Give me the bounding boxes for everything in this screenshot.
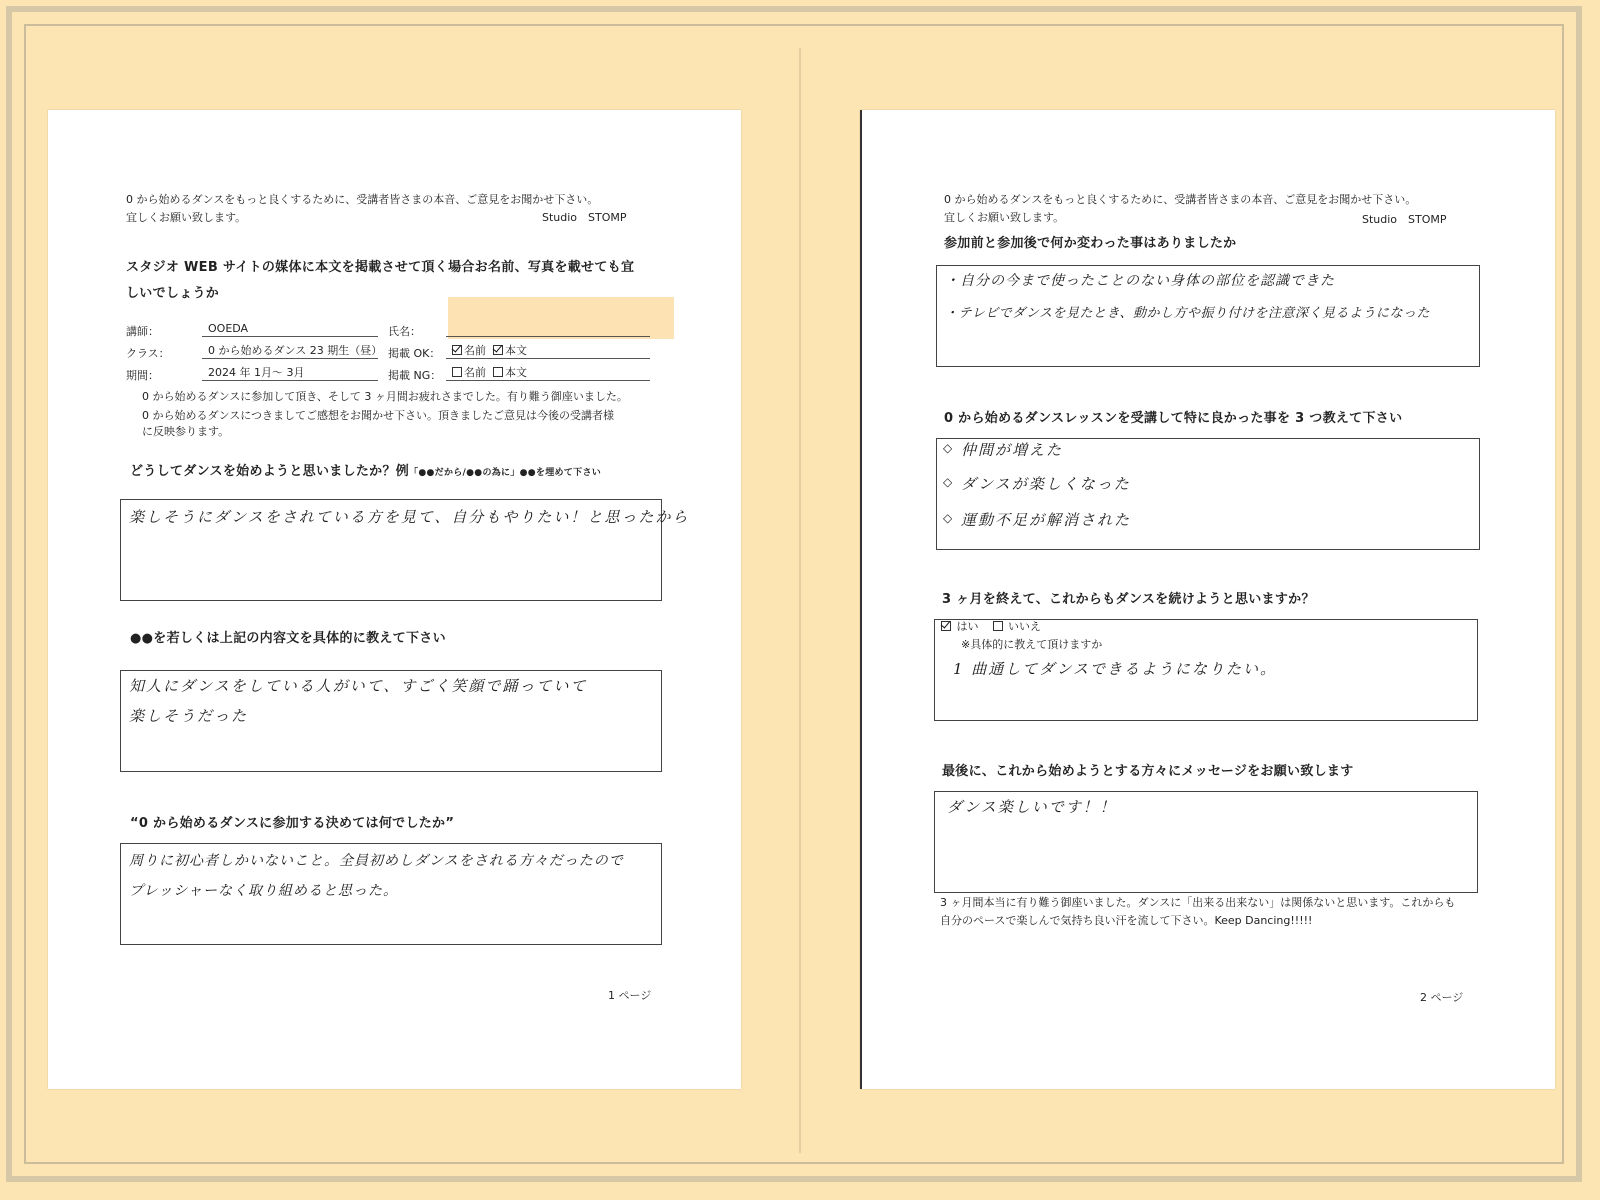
intro-line-2: 宜しくお願い致します。 bbox=[126, 211, 247, 224]
ok-body-label: 本文 bbox=[505, 344, 527, 357]
thanks-line-1: 0 から始めるダンスに参加して頂き、そして 3 ヶ月間お疲れさまでした。有り難う御座いました。 bbox=[142, 390, 628, 403]
page-number-2: 2 ページ bbox=[1420, 991, 1464, 1004]
q7-title: 最後に、これから始めようとする方々にメッセージをお願い致します bbox=[942, 764, 1354, 779]
q7-answer: ダンス楽しいです！！ bbox=[947, 798, 1117, 816]
q6-answer-box[interactable] bbox=[934, 619, 1478, 721]
q3-answer-box[interactable] bbox=[120, 843, 662, 945]
ng-options bbox=[446, 365, 650, 381]
diamond-icon: ◇ bbox=[943, 475, 953, 489]
q4-answer-box[interactable] bbox=[936, 265, 1480, 367]
name-label: 氏名： bbox=[388, 325, 421, 338]
ng-name-label: 名前 bbox=[464, 366, 486, 379]
diamond-icon: ◇ bbox=[943, 511, 953, 525]
q1-example: 「●●だから/●●の為に」●●を埋めて下さい bbox=[409, 468, 602, 478]
q6-title: 3 ヶ月を終えて、これからもダンスを続けようと思いますか？ bbox=[942, 592, 1315, 607]
survey-page-2 bbox=[860, 110, 1555, 1089]
ok-label: 掲載 OK： bbox=[388, 347, 441, 360]
consent-heading-line-1: スタジオ WEB サイトの媒体に本文を掲載させて頂く場合お名前、写真を載せても宜 bbox=[126, 260, 635, 275]
page-spine bbox=[799, 48, 801, 1153]
q6-options bbox=[941, 618, 1041, 635]
thanks-line-2: 0 から始めるダンスにつきましてご感想をお聞かせ下さい。頂きましたご意見は今後の受講者様 bbox=[142, 409, 615, 422]
ng-body-checkbox[interactable] bbox=[493, 367, 503, 377]
diamond-icon: ◇ bbox=[943, 441, 953, 455]
q2-answer-line-1: 知人にダンスをしている人がいて、すごく笑顔で踊っていて bbox=[129, 677, 588, 695]
q3-title: “0 から始めるダンスに参加する決めては何でしたか” bbox=[130, 816, 455, 831]
intro-line-1: 0 から始めるダンスをもっと良くするために、受講者皆さまの本音、ご意見をお聞かせ下さい。 bbox=[126, 193, 599, 206]
ok-name-checkbox[interactable] bbox=[452, 345, 462, 355]
period-label: 期間： bbox=[126, 369, 159, 382]
thanks-line-3: に反映参ります。 bbox=[142, 425, 230, 438]
q6-note: ※具体的に教えて頂けますか bbox=[961, 638, 1103, 651]
q7-answer-box[interactable] bbox=[934, 791, 1478, 893]
q1-answer-box[interactable] bbox=[120, 499, 690, 601]
q1-title-text: どうしてダンスを始めようと思いましたか？例 bbox=[130, 464, 410, 479]
q4-answer-line-1: ・自分の今まで使ったことのない身体の部位を認識できた bbox=[945, 273, 1335, 289]
q1-title bbox=[130, 460, 601, 479]
q6-yes-checkbox[interactable] bbox=[941, 621, 951, 631]
q4-title: 参加前と参加後で何か変わった事はありましたか bbox=[944, 236, 1237, 251]
q6-no-checkbox[interactable] bbox=[993, 621, 1003, 631]
ng-name-checkbox[interactable] bbox=[452, 367, 462, 377]
ng-body-label: 本文 bbox=[505, 366, 527, 379]
q3-answer-line-2: プレッシャーなく取り組めると思った。 bbox=[129, 883, 399, 899]
intro-line-1: 0 から始めるダンスをもっと良くするために、受講者皆さまの本音、ご意見をお聞かせ下さい。 bbox=[944, 193, 1417, 206]
q5-item-2: ダンスが楽しくなった bbox=[961, 475, 1131, 493]
class-field: 0 から始めるダンス 23 期生（昼） bbox=[202, 343, 378, 359]
page-number-1: 1 ページ bbox=[608, 989, 652, 1002]
ok-body-checkbox[interactable] bbox=[493, 345, 503, 355]
q3-answer-line-1: 周りに初心者しかいないこと。全員初めしダンスをされる方々だったので bbox=[129, 853, 624, 869]
instructor-field: OOEDA bbox=[202, 321, 378, 337]
q5-item-1: 仲間が増えた bbox=[961, 441, 1064, 459]
q6-answer: 1 曲通してダンスできるようになりたい。 bbox=[953, 660, 1278, 678]
q6-no-label: いいえ bbox=[1008, 620, 1041, 633]
closing-line-2: 自分のペースで楽しんで気持ち良い汗を流して下さい。Keep Dancing!!!!! bbox=[940, 914, 1313, 927]
q2-answer-line-2: 楽しそうだった bbox=[129, 707, 249, 725]
q2-answer-box[interactable] bbox=[120, 670, 662, 772]
name-field bbox=[446, 321, 650, 337]
q1-answer: 楽しそうにダンスをされている方を見て、自分もやりたい！と思ったから bbox=[129, 508, 690, 526]
period-field: 2024 年 1月～ 3月 bbox=[202, 365, 378, 381]
q5-answer-box[interactable] bbox=[936, 438, 1480, 550]
q4-answer-line-2: ・テレビでダンスを見たとき、動かし方や振り付けを注意深く見るようになった bbox=[945, 306, 1430, 321]
survey-page-1 bbox=[48, 110, 741, 1089]
q5-title: 0 から始めるダンスレッスンを受講して特に良かった事を 3 つ教えて下さい bbox=[944, 411, 1403, 426]
closing-line-1: 3 ヶ月間本当に有り難う御座いました。ダンスに「出来る出来ない」は関係ないと思います。これからも bbox=[940, 896, 1456, 909]
studio-name: Studio STOMP bbox=[542, 211, 627, 224]
instructor-label: 講師： bbox=[126, 325, 159, 338]
intro-line-2: 宜しくお願い致します。 bbox=[944, 211, 1065, 224]
consent-heading-line-2: しいでしょうか bbox=[126, 286, 220, 301]
q5-item-3: 運動不足が解消された bbox=[961, 511, 1132, 529]
q6-yes-label: はい bbox=[956, 620, 979, 633]
ng-label: 掲載 NG： bbox=[388, 369, 442, 382]
ok-options bbox=[446, 343, 650, 359]
q2-title: ●●を若しくは上記の内容文を具体的に教えて下さい bbox=[130, 631, 446, 646]
studio-name: Studio STOMP bbox=[1362, 213, 1447, 226]
class-label: クラス： bbox=[126, 347, 170, 360]
ok-name-label: 名前 bbox=[464, 344, 486, 357]
